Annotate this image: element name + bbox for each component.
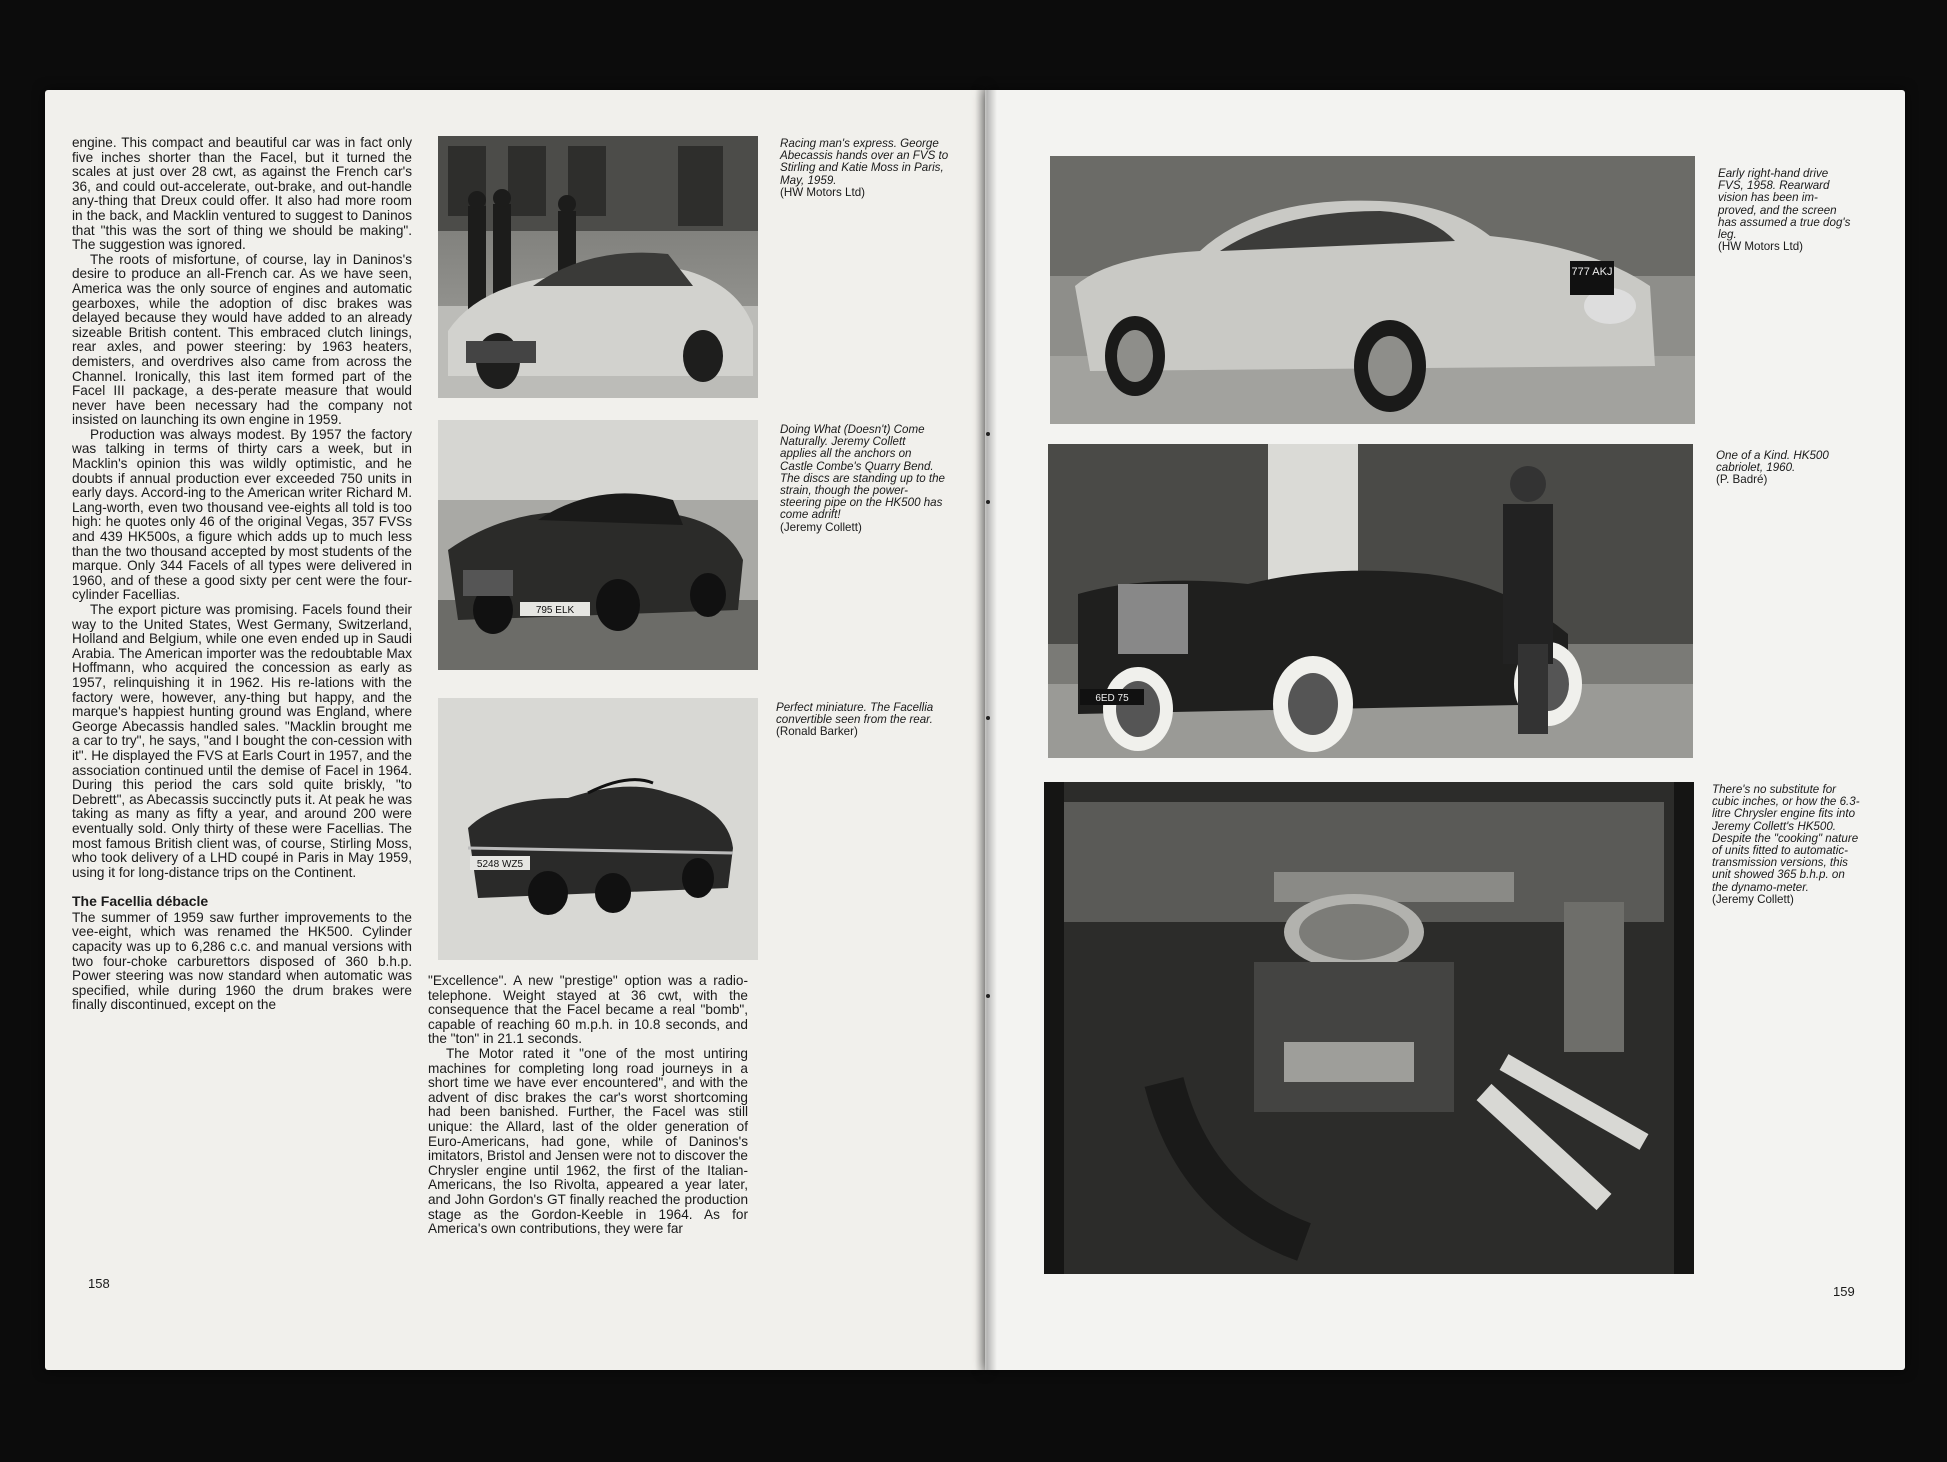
paragraph: Production was always modest. By 1957 the factory was talking in terms of thirty cars a week, but in Macklin's opinion this was wildly optimistic, and he doubts if annual production ever exceeded 750 units in early days. Accord-ing to the American writer Richard M. Lang-worth, even two thousand vee-eights all told is too high: he quotes only 46 of the original Vegas, 357 FVSs and 439 HK500s, a figure which adds up to much less than the two thousand accepted by most students of the marque. Only 344 Facels of all types were delivered in 1960, and of these a good sixty per cent were the four-cylinder Facellias.	[72, 426, 412, 603]
photo-chrysler-engine	[1044, 782, 1694, 1274]
caption-hk500-quarry-bend	[780, 424, 945, 534]
caption-text: One of a Kind. HK500 cabriolet, 1960.	[1716, 449, 1829, 475]
page-number-left: 158	[88, 1276, 110, 1291]
section-heading: The Facellia débacle	[72, 893, 209, 910]
caption-credit: (P. Badré)	[1716, 473, 1768, 487]
caption-credit: (Ronald Barker)	[776, 725, 858, 739]
caption-facellia	[776, 702, 936, 739]
paragraph: The export picture was promising. Facels found their way to the United States, West Germany, Switzerland, Holland and Belgium, while one even ended up in Saudi Arabia. The American importer was the redoubtable Max Hoffmann, who acquired the concession as early as 1957, relinquishing it in 1962. His re-lations with the factory were, however, any-thing but happy, and the marque's happiest hunting ground was England, where George Abecassis handled sales. "Macklin brought me a car to try", he says, "and I bought the con-cession with it". He displayed the FVS at Earls Court in 1957, and the association continued until the demise of Facel in 1964. During this period the cars sold quite briskly, "to Debrett", as Abecassis succinctly puts it. At peak he was taking as many as fifty a year, and around 200 were eventually sold. Only thirty of these were Facellias. The most famous British client was, of course, Stirling Moss, who took delivery of a LHD coupé in Paris in May 1959, using it for long-distance trips on the Continent.	[72, 602, 412, 880]
photo-fvs-handover	[438, 136, 758, 398]
caption-chrysler-engine	[1712, 784, 1862, 906]
binding-mark	[986, 432, 990, 436]
caption-fvs-handover	[780, 138, 960, 199]
paragraph: "Excellence". A new "prestige" option was a radio-telephone. Weight stayed at 36 cwt, with the consequence that the Facel became a real "bomb", capable of reaching 60 m.p.h. in 10.8 seconds, and the "ton" in 21.1 seconds.	[428, 973, 748, 1047]
caption-hk500-cabriolet	[1716, 450, 1866, 487]
binding-mark	[986, 994, 990, 998]
paragraph: engine. This compact and beautiful car was in fact only five inches shorter than the Facel, but it turned the scales at just over 28 cwt, as against the French car's 36, and could out-accelerate, out-brake, and out-handle any-thing that Dreux could offer. It also had more room in the back, and Macklin ventured to suggest to Daninos that "this was the sort of thing we should be making". The suggestion was ignored.	[72, 135, 412, 253]
plate-hk500: 795 ELK	[535, 605, 575, 616]
caption-credit: (HW Motors Ltd)	[780, 185, 866, 199]
caption-credit: (Jeremy Collett)	[1712, 892, 1794, 906]
photo-hk500-quarry-bend	[438, 420, 758, 670]
caption-fvs-1958	[1718, 168, 1853, 253]
photo-fvs-1958	[1050, 156, 1695, 424]
paragraph: The roots of misfortune, of course, lay in Daninos's desire to produce an all-French car. As we have seen, America was the only source of engines and automatic gearboxes, while the adoption of disc brakes was delayed because they would have added to an already sizeable British content. This embraced clutch linings, rear axles, and power steering: by 1963 heaters, demisters, and overdrives also came from across the Channel. Ironically, this last item formed part of the Facel III package, a des-perate measure that would never have been necessary had the company not insisted on launching its own engine in 1959.	[72, 251, 412, 428]
caption-text: Doing What (Doesn't) Come Naturally. Jeremy Collett applies all the anchors on Castle Combe's Quarry Bend. The discs are standing up to the strain, though the power-steering pipe on the HK500 has come adrift!	[780, 423, 945, 522]
paragraph: The Motor rated it "one of the most untiring machines for completing long road journeys in a short time we have ever encountered", and with the advent of disc brakes the car's worst shortcoming had been banished. Further, the Facel was still unique: the Allard, last of the older generation of Euro-Americans, had gone, while of Daninos's imitators, Bristol and Jensen were not to discover the Chrysler engine until 1962, the first of the Italian-Americans, the Iso Rivolta, appeared a year later, and John Gordon's GT finally reached the production stage as the Gordon-Keeble in 1964. As for America's own contributions, they were far	[428, 1045, 748, 1237]
plate-fvs: 777 AKJ	[1571, 266, 1613, 278]
caption-text: Racing man's express. George Abecassis hands over an FVS to Stirling and Katie Moss in Paris, May, 1959.	[780, 137, 949, 187]
page-number-right: 159	[1833, 1284, 1855, 1299]
plate-hk500-cabriolet: 6ED 75	[1095, 693, 1129, 704]
photo-facellia-convertible	[438, 698, 758, 960]
caption-credit: (Jeremy Collett)	[780, 520, 862, 534]
caption-credit: (HW Motors Ltd)	[1718, 240, 1804, 254]
left-column-text	[72, 136, 412, 1013]
plate-facellia: 5248 WZ5	[476, 859, 524, 870]
binding-mark	[986, 716, 990, 720]
binding-mark	[986, 500, 990, 504]
paragraph: The summer of 1959 saw further improvements to the vee-eight, which was renamed the HK500. Cylinder capacity was up to 6,286 c.c. and manual versions with two four-choke carburettors disposed of 360 b.h.p. Power steering was now standard when automatic was specified, while during 1960 the drum brakes were finally discontinued, except on the	[72, 909, 412, 1013]
caption-text: Early right-hand drive FVS, 1958. Rearward vision has been im-proved, and the screen has assumed a true dog's leg.	[1718, 167, 1851, 242]
caption-text: Perfect miniature. The Facellia convertible seen from the rear.	[776, 701, 934, 727]
caption-text: There's no substitute for cubic inches, or how the 6.3-litre Chrysler engine fits into Jeremy Collett's HK500. Despite the "cooking" nature of units fitted to automatic-transmission versions, this unit showed 365 b.h.p. on the dynamo-meter.	[1712, 783, 1860, 894]
middle-column-text	[428, 974, 748, 1237]
photo-hk500-cabriolet	[1048, 444, 1693, 758]
